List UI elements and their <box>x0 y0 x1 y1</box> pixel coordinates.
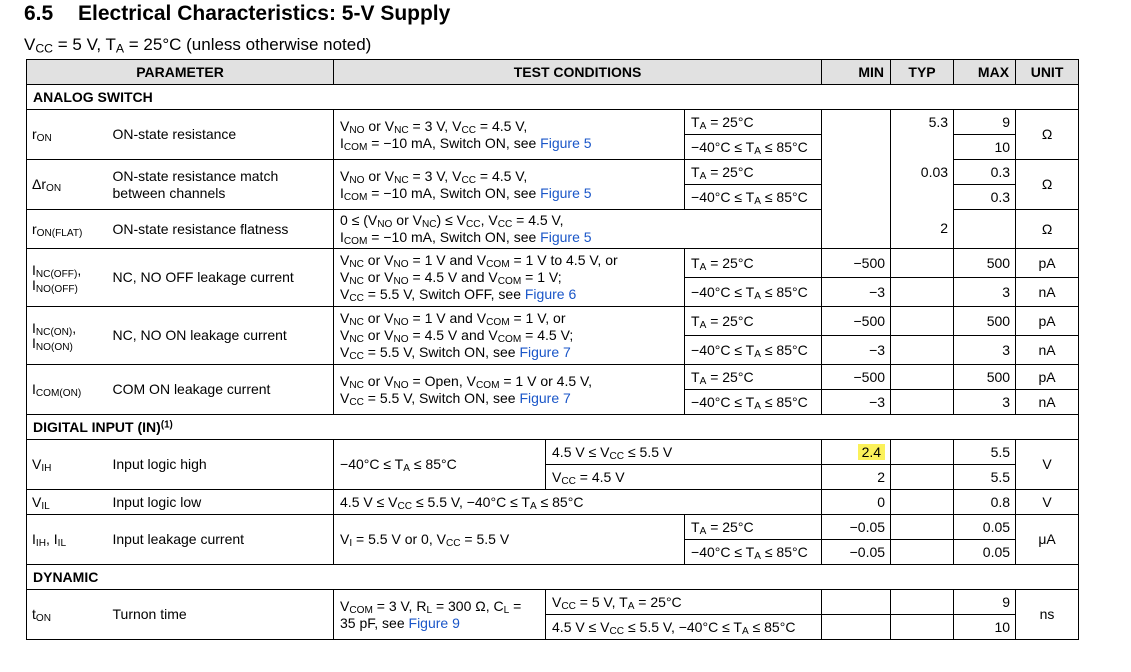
max-cell: 3 <box>954 278 1016 307</box>
table-row <box>27 365 1079 390</box>
figure-link[interactable]: Figure 6 <box>524 286 577 302</box>
max-cell: 3 <box>954 336 1016 365</box>
unit-cell: Ω <box>1016 110 1079 160</box>
table-row <box>27 249 1079 278</box>
min-cell: −3 <box>822 278 891 307</box>
unit-cell: Ω <box>1016 160 1079 210</box>
table-row <box>27 160 1079 185</box>
unit-cell: pA <box>1016 249 1079 278</box>
unit-cell: nA <box>1016 336 1079 365</box>
param-inon: NC, NO ON leakage current <box>111 307 334 365</box>
table-row <box>27 515 1079 540</box>
cond-inon: $V_{NC}$ or $V_{NO} = 1$ V and $V_{COM} = 1$ V, or $V_{NC}$ or $V_{NO} = 4.5$ V and $V_{COM} = 4.5$ V; $V_{CC} = 5.5$ V, Switch ON, see Figure 7 <box>334 307 685 365</box>
max-cell: 500 <box>954 249 1016 278</box>
min-cell <box>822 160 891 185</box>
typ-cell <box>891 249 954 278</box>
max-cell: 0.05 <box>954 540 1016 565</box>
vcc-ta-range-cell: 4.5 $V \le V_{CC} \le 5.5$ V, $-40^\circ C \le T_A \le 85^\circ C$ <box>546 615 822 640</box>
min-cell: −0.05 <box>822 515 891 540</box>
table-row <box>27 490 1079 515</box>
symbol-ton: $t_{ON}$ <box>27 590 111 640</box>
typ-cell <box>891 365 954 390</box>
max-cell: 0.8 <box>954 490 1016 515</box>
param-vil: Input logic low <box>111 490 334 515</box>
cond-iih: $V_I = 5.5$ V or 0, $V_{CC} = 5.5$ V <box>334 515 685 565</box>
unit-cell: nA <box>1016 278 1079 307</box>
symbol-inoff: $I_{NC(OFF)}$, $I_{NO(OFF)}$ <box>27 249 111 307</box>
typ-cell <box>891 590 954 615</box>
vcc-ta-cell: $V_{CC} = 5$ V, $T_A = 25^\circ C$ <box>546 590 822 615</box>
header-typ: TYP <box>891 60 954 85</box>
section-number: 6.5 <box>24 2 54 25</box>
min-cell: −500 <box>822 307 891 336</box>
min-cell <box>822 135 891 160</box>
symbol-icom: $I_{COM(ON)}$ <box>27 365 111 415</box>
ta-range-cell: $-40^\circ C \le T_A \le 85^\circ C$ <box>685 390 822 415</box>
typ-cell <box>891 440 954 465</box>
max-cell: 3 <box>954 390 1016 415</box>
typ-cell <box>891 615 954 640</box>
symbol-ron: $r_{ON}$ <box>27 110 111 160</box>
ta-range-cell: $-40^\circ C \le T_A \le 85^\circ C$ <box>685 185 822 210</box>
ta-cell: $T_A = 25^\circ C$ <box>685 307 822 336</box>
max-cell: 0.05 <box>954 515 1016 540</box>
typ-cell <box>891 390 954 415</box>
min-cell: 0 <box>822 490 891 515</box>
cond-inoff: $V_{NC}$ or $V_{NO} = 1$ V and $V_{COM} = 1$ V to 4.5 V, or $V_{NC}$ or $V_{NO} = 4.5$ V and $V_{COM} = 1$ V; $V_{CC} = 5.5$ V, Switch OFF, see Figure 6 <box>334 249 685 307</box>
ta-range-cell: $-40^\circ C \le T_A \le 85^\circ C$ <box>685 278 822 307</box>
group-digital-input: DIGITAL INPUT (IN)$^{(1)}$ <box>27 415 1079 440</box>
param-icom: COM ON leakage current <box>111 365 334 415</box>
param-ron-flat: ON-state resistance flatness <box>111 210 334 249</box>
ta-cell: $T_A = 25^\circ C$ <box>685 160 822 185</box>
ta-cell: $T_A = 25^\circ C$ <box>685 515 822 540</box>
typ-cell: 0.03 <box>891 160 954 185</box>
typ-cell <box>891 515 954 540</box>
unit-cell: Ω <box>1016 210 1079 249</box>
symbol-vil: $V_{IL}$ <box>27 490 111 515</box>
table-row <box>27 307 1079 336</box>
min-cell <box>822 185 891 210</box>
min-cell <box>822 210 891 249</box>
subtitle: $V_{CC} = 5$ V, $T_A = 25^\circ C$ (unless otherwise noted) <box>24 35 372 56</box>
typ-cell: 2 <box>891 210 954 249</box>
unit-cell: V <box>1016 490 1079 515</box>
typ-cell: 5.3 <box>891 110 954 135</box>
table-row <box>27 210 1079 249</box>
cond-ron: $V_{NO}$ or $V_{NC} = 3$ V, $V_{CC} = 4.5$ V, $I_{COM} = -10$ mA, Switch ON, see Figure 5 <box>334 110 685 160</box>
figure-link[interactable]: Figure 7 <box>519 344 571 360</box>
max-cell: 0.3 <box>954 185 1016 210</box>
header-unit: UNIT <box>1016 60 1079 85</box>
ta-range-cell: $-40^\circ C \le T_A \le 85^\circ C$ <box>685 135 822 160</box>
param-inoff: NC, NO OFF leakage current <box>111 249 334 307</box>
max-cell: 0.3 <box>954 160 1016 185</box>
electrical-characteristics-table <box>26 59 1079 640</box>
table-row <box>27 110 1079 135</box>
section-title-text: Electrical Characteristics: 5-V Supply <box>78 2 451 25</box>
figure-link[interactable]: Figure 5 <box>540 134 592 151</box>
header-row <box>27 60 1079 85</box>
group-row-digital <box>27 415 1079 440</box>
min-cell <box>822 440 891 465</box>
cond-vih: $-40^\circ C \le T_A \le 85^\circ C$ <box>334 440 546 490</box>
footnote-marker: (1) <box>160 419 173 431</box>
cond-ton: $V_{COM} = 3$ V, $R_L = 300$ Ω, $C_L$ = 35 pF, see Figure 9 <box>334 590 546 640</box>
min-cell: −0.05 <box>822 540 891 565</box>
figure-link[interactable]: Figure 5 <box>540 229 592 245</box>
typ-cell <box>891 307 954 336</box>
param-ton: Turnon time <box>111 590 334 640</box>
symbol-iih: $I_{IH}$, $I_{IL}$ <box>27 515 111 565</box>
group-analog-switch: ANALOG SWITCH <box>27 85 1079 110</box>
typ-cell <box>891 465 954 490</box>
param-vih: Input logic high <box>111 440 334 490</box>
symbol-delta-ron: $\Delta r_{ON}$ <box>27 160 111 210</box>
table-row <box>27 440 1079 465</box>
highlighted-value: 2.4 <box>858 444 885 460</box>
symbol-inon: $I_{NC(ON)}$, $I_{NO(ON)}$ <box>27 307 111 365</box>
cond-vil: 4.5 $V \le V_{CC} \le 5.5$ V, $-40^\circ C \le T_A \le 85^\circ C$ <box>334 490 822 515</box>
group-dynamic: DYNAMIC <box>27 565 1079 590</box>
figure-link[interactable]: Figure 9 <box>408 614 460 631</box>
max-cell: 5.5 <box>954 465 1016 490</box>
ta-cell: $T_A = 25^\circ C$ <box>685 249 822 278</box>
cond-ron-flat: $0 \le (V_{NO}$ or $V_{NC}) \le V_{CC}$, $V_{CC} = 4.5$ V, $I_{COM} = -10$ mA, Switch ON, see Figure 5 <box>334 210 822 249</box>
unit-cell: V <box>1016 440 1079 490</box>
max-cell: 10 <box>954 615 1016 640</box>
header-min: MIN <box>822 60 891 85</box>
symbol-vih: $V_{IH}$ <box>27 440 111 490</box>
ta-cell: $T_A = 25^\circ C$ <box>685 110 822 135</box>
max-cell: 9 <box>954 110 1016 135</box>
max-cell: 5.5 <box>954 440 1016 465</box>
typ-cell <box>891 185 954 210</box>
unit-cell: ns <box>1016 590 1079 640</box>
min-cell <box>822 590 891 615</box>
vcc-range-cell: 4.5 $V \le V_{CC} \le 5.5$ V <box>546 440 822 465</box>
header-test-conditions: TEST CONDITIONS <box>334 60 822 85</box>
unit-cell: pA <box>1016 365 1079 390</box>
min-cell <box>822 110 891 135</box>
min-cell <box>822 615 891 640</box>
min-cell: −500 <box>822 365 891 390</box>
cond-delta-ron: $V_{NO}$ or $V_{NC} = 3$ V, $V_{CC} = 4.5$ V, $I_{COM} = -10$ mA, Switch ON, see Figure 5 <box>334 160 685 210</box>
typ-cell <box>891 490 954 515</box>
vcc-cell: $V_{CC} = 4.5$ V <box>546 465 822 490</box>
typ-cell <box>891 336 954 365</box>
unit-cell: μA <box>1016 515 1079 565</box>
unit-cell: pA <box>1016 307 1079 336</box>
section-title <box>24 2 450 26</box>
min-cell: −3 <box>822 336 891 365</box>
min-cell: 2 <box>822 465 891 490</box>
group-row-dynamic <box>27 565 1079 590</box>
typ-cell <box>891 278 954 307</box>
unit-cell: nA <box>1016 390 1079 415</box>
ta-range-cell: $-40^\circ C \le T_A \le 85^\circ C$ <box>685 540 822 565</box>
ta-cell: $T_A = 25^\circ C$ <box>685 365 822 390</box>
max-cell: 500 <box>954 365 1016 390</box>
min-cell: −3 <box>822 390 891 415</box>
figure-link[interactable]: Figure 7 <box>519 389 571 406</box>
symbol-ron-flat: $r_{ON(FLAT)}$ <box>27 210 111 249</box>
typ-cell <box>891 135 954 160</box>
param-ron: ON-state resistance <box>111 110 334 160</box>
table-row <box>27 590 1079 615</box>
cond-icom: $V_{NC}$ or $V_{NO}$ = Open, $V_{COM} = 1$ V or 4.5 V, $V_{CC} = 5.5$ V, Switch ON, see Figure 7 <box>334 365 685 415</box>
typ-cell <box>891 540 954 565</box>
min-cell: −500 <box>822 249 891 278</box>
header-max: MAX <box>954 60 1016 85</box>
max-cell: 9 <box>954 590 1016 615</box>
header-parameter: PARAMETER <box>27 60 334 85</box>
max-cell <box>954 210 1016 249</box>
max-cell: 500 <box>954 307 1016 336</box>
ta-range-cell: $-40^\circ C \le T_A \le 85^\circ C$ <box>685 336 822 365</box>
max-cell: 10 <box>954 135 1016 160</box>
figure-link[interactable]: Figure 5 <box>540 184 592 201</box>
param-iih: Input leakage current <box>111 515 334 565</box>
param-delta-ron: ON-state resistance match between channels <box>111 160 334 210</box>
group-row-analog <box>27 85 1079 110</box>
